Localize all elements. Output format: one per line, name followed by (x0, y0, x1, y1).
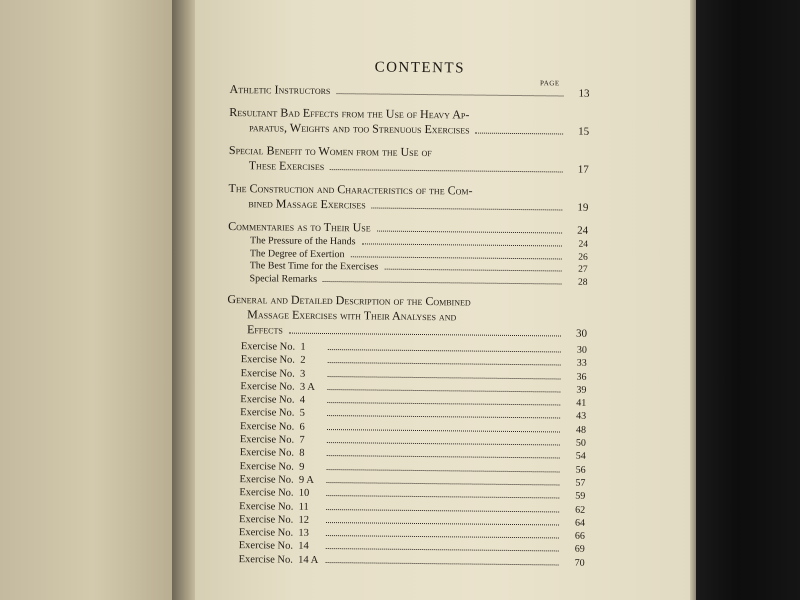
exercise-label: Exercise No. (240, 341, 301, 353)
toc-page-number: 36 (576, 371, 587, 383)
dot-leader (323, 280, 562, 283)
toc-page-number: 30 (575, 327, 588, 340)
toc-page-number: 30 (576, 344, 587, 356)
exercise-number: 9 (299, 461, 305, 473)
toc-entry (229, 120, 589, 140)
toc-entry-line: The Construction and Characteristics of the Com- (228, 180, 473, 198)
toc-entry-title: Commentaries as to Their Use (228, 218, 371, 235)
dot-leader (384, 269, 561, 272)
exercise-number: 10 (298, 488, 310, 500)
toc-entry (227, 322, 587, 342)
toc-page-number: 27 (578, 264, 588, 275)
toc-page-number: 33 (576, 357, 587, 370)
toc-subsections (228, 235, 589, 289)
toc-subentry (228, 272, 588, 288)
page-column-header: PAGE (539, 79, 560, 88)
exercise-number: 11 (298, 501, 309, 513)
dot-leader (377, 231, 562, 234)
exercise-label: Exercise No. (239, 500, 299, 513)
exercise-number: 1 (300, 341, 306, 353)
toc-entry-title: Athletic Instructors (229, 81, 331, 98)
exercise-label: Exercise No. (239, 487, 299, 500)
toc-page-number: 41 (576, 397, 587, 409)
dot-leader (326, 548, 559, 551)
exercise-number: 7 (299, 434, 305, 446)
toc-subentry-title: The Degree of Exertion (249, 247, 345, 260)
toc-subentry-title: Special Remarks (249, 272, 318, 285)
dot-leader (327, 495, 560, 498)
left-page (0, 0, 175, 600)
toc-page-number: 50 (575, 437, 586, 449)
toc-entry-title: bined Massage Exercises (248, 196, 366, 212)
toc-page-number: 39 (576, 384, 587, 396)
table-of-contents (224, 48, 590, 600)
toc-subentry-title: The Pressure of the Hands (249, 235, 356, 248)
dot-leader (361, 243, 561, 246)
exercise-label: Exercise No. (240, 407, 300, 420)
dot-leader (336, 93, 563, 96)
exercise-number: 14 (298, 541, 309, 553)
toc-page-number: 43 (576, 411, 587, 423)
dot-leader (330, 169, 563, 172)
toc-page-number: 56 (575, 464, 586, 476)
dot-leader (327, 482, 560, 485)
exercise-label: Exercise No. (238, 540, 299, 553)
exercise-number: 3 A (299, 381, 315, 393)
exercise-entry (225, 553, 585, 570)
dot-leader (327, 522, 560, 525)
exercise-label: Exercise No. (240, 394, 300, 406)
dot-leader (328, 376, 561, 379)
toc-section (229, 105, 589, 140)
dot-leader (327, 509, 560, 512)
toc-page-number: 70 (574, 557, 585, 569)
toc-body (225, 82, 590, 570)
toc-page-number: 62 (575, 504, 586, 516)
exercise-label: Exercise No. (238, 553, 299, 566)
exercise-label: Exercise No. (240, 367, 301, 380)
toc-page-number: 28 (578, 277, 588, 288)
toc-entry-line: Massage Exercises with Their Analyses and (247, 307, 457, 324)
dot-leader (476, 133, 564, 135)
dot-leader (328, 416, 561, 419)
toc-page-number: 15 (578, 125, 590, 138)
exercise-number: 2 (300, 355, 306, 367)
toc-section (228, 181, 588, 216)
toc-page-number: 57 (575, 477, 586, 489)
exercise-number: 12 (298, 514, 310, 526)
toc-section (229, 143, 589, 178)
toc-subentry-title: The Best Time for the Exercises (249, 260, 379, 273)
exercise-number: 13 (298, 527, 309, 540)
dot-leader (328, 349, 561, 352)
exercise-number: 14 A (298, 554, 319, 566)
toc-page-number: 64 (574, 517, 586, 529)
toc-entry-line: General and Detailed Description of the Combined (227, 291, 471, 309)
dot-leader (328, 362, 561, 365)
toc-entry-title: Effects (246, 322, 283, 337)
toc-page-number: 26 (578, 252, 588, 263)
dot-leader (327, 469, 560, 472)
toc-section (229, 82, 589, 102)
toc-entry (229, 82, 589, 102)
toc-page-number: 69 (574, 544, 585, 556)
exercise-label: Exercise No. (239, 460, 300, 473)
toc-page-number: 54 (575, 451, 586, 463)
exercise-label: Exercise No. (240, 354, 301, 367)
toc-page-number: 24 (578, 239, 589, 250)
toc-entry-line: Resultant Bad Effects from the Use of Heavy Ap- (229, 104, 470, 122)
exercise-list (225, 340, 587, 570)
exercise-label: Exercise No. (239, 434, 300, 446)
toc-page-number: 17 (577, 163, 589, 176)
toc-page-number: 66 (574, 530, 585, 542)
dot-leader (326, 562, 559, 565)
exercise-label: Exercise No. (238, 527, 299, 539)
dot-leader (327, 455, 560, 458)
exercise-label: Exercise No. (240, 381, 300, 393)
dot-leader (351, 256, 562, 259)
toc-section (227, 292, 587, 342)
dot-leader (326, 535, 559, 538)
exercise-label: Exercise No. (239, 447, 300, 460)
toc-entry-line: Special Benefit to Women from the Use of (228, 142, 432, 160)
toc-page-number: 19 (577, 201, 589, 214)
toc-entry (228, 196, 588, 216)
toc-page-number: 59 (575, 490, 586, 503)
exercise-label: Exercise No. (239, 474, 300, 486)
dot-leader (328, 402, 561, 405)
dot-leader (328, 389, 561, 392)
toc-entry (229, 158, 589, 178)
book-cover (696, 0, 800, 600)
exercise-number: 6 (299, 421, 305, 433)
contents-title: CONTENTS (374, 59, 466, 77)
exercise-number: 9 A (298, 474, 314, 486)
exercise-label: Exercise No. (239, 513, 299, 526)
toc-entry-title: paratus, Weights and too Strenuous Exercises (249, 120, 470, 137)
toc-page-number: 13 (578, 87, 590, 100)
exercise-number: 5 (299, 408, 305, 420)
dot-leader (327, 442, 560, 445)
dot-leader (327, 429, 560, 432)
dot-leader (289, 333, 561, 337)
exercise-number: 4 (299, 394, 306, 406)
toc-page-number: 48 (575, 424, 587, 436)
toc-entry-title: These Exercises (248, 158, 325, 173)
dot-leader (372, 207, 563, 210)
exercise-number: 3 (300, 368, 306, 380)
exercise-label: Exercise No. (239, 420, 300, 433)
toc-page-number: 24 (577, 224, 589, 237)
exercise-number: 8 (299, 448, 305, 460)
